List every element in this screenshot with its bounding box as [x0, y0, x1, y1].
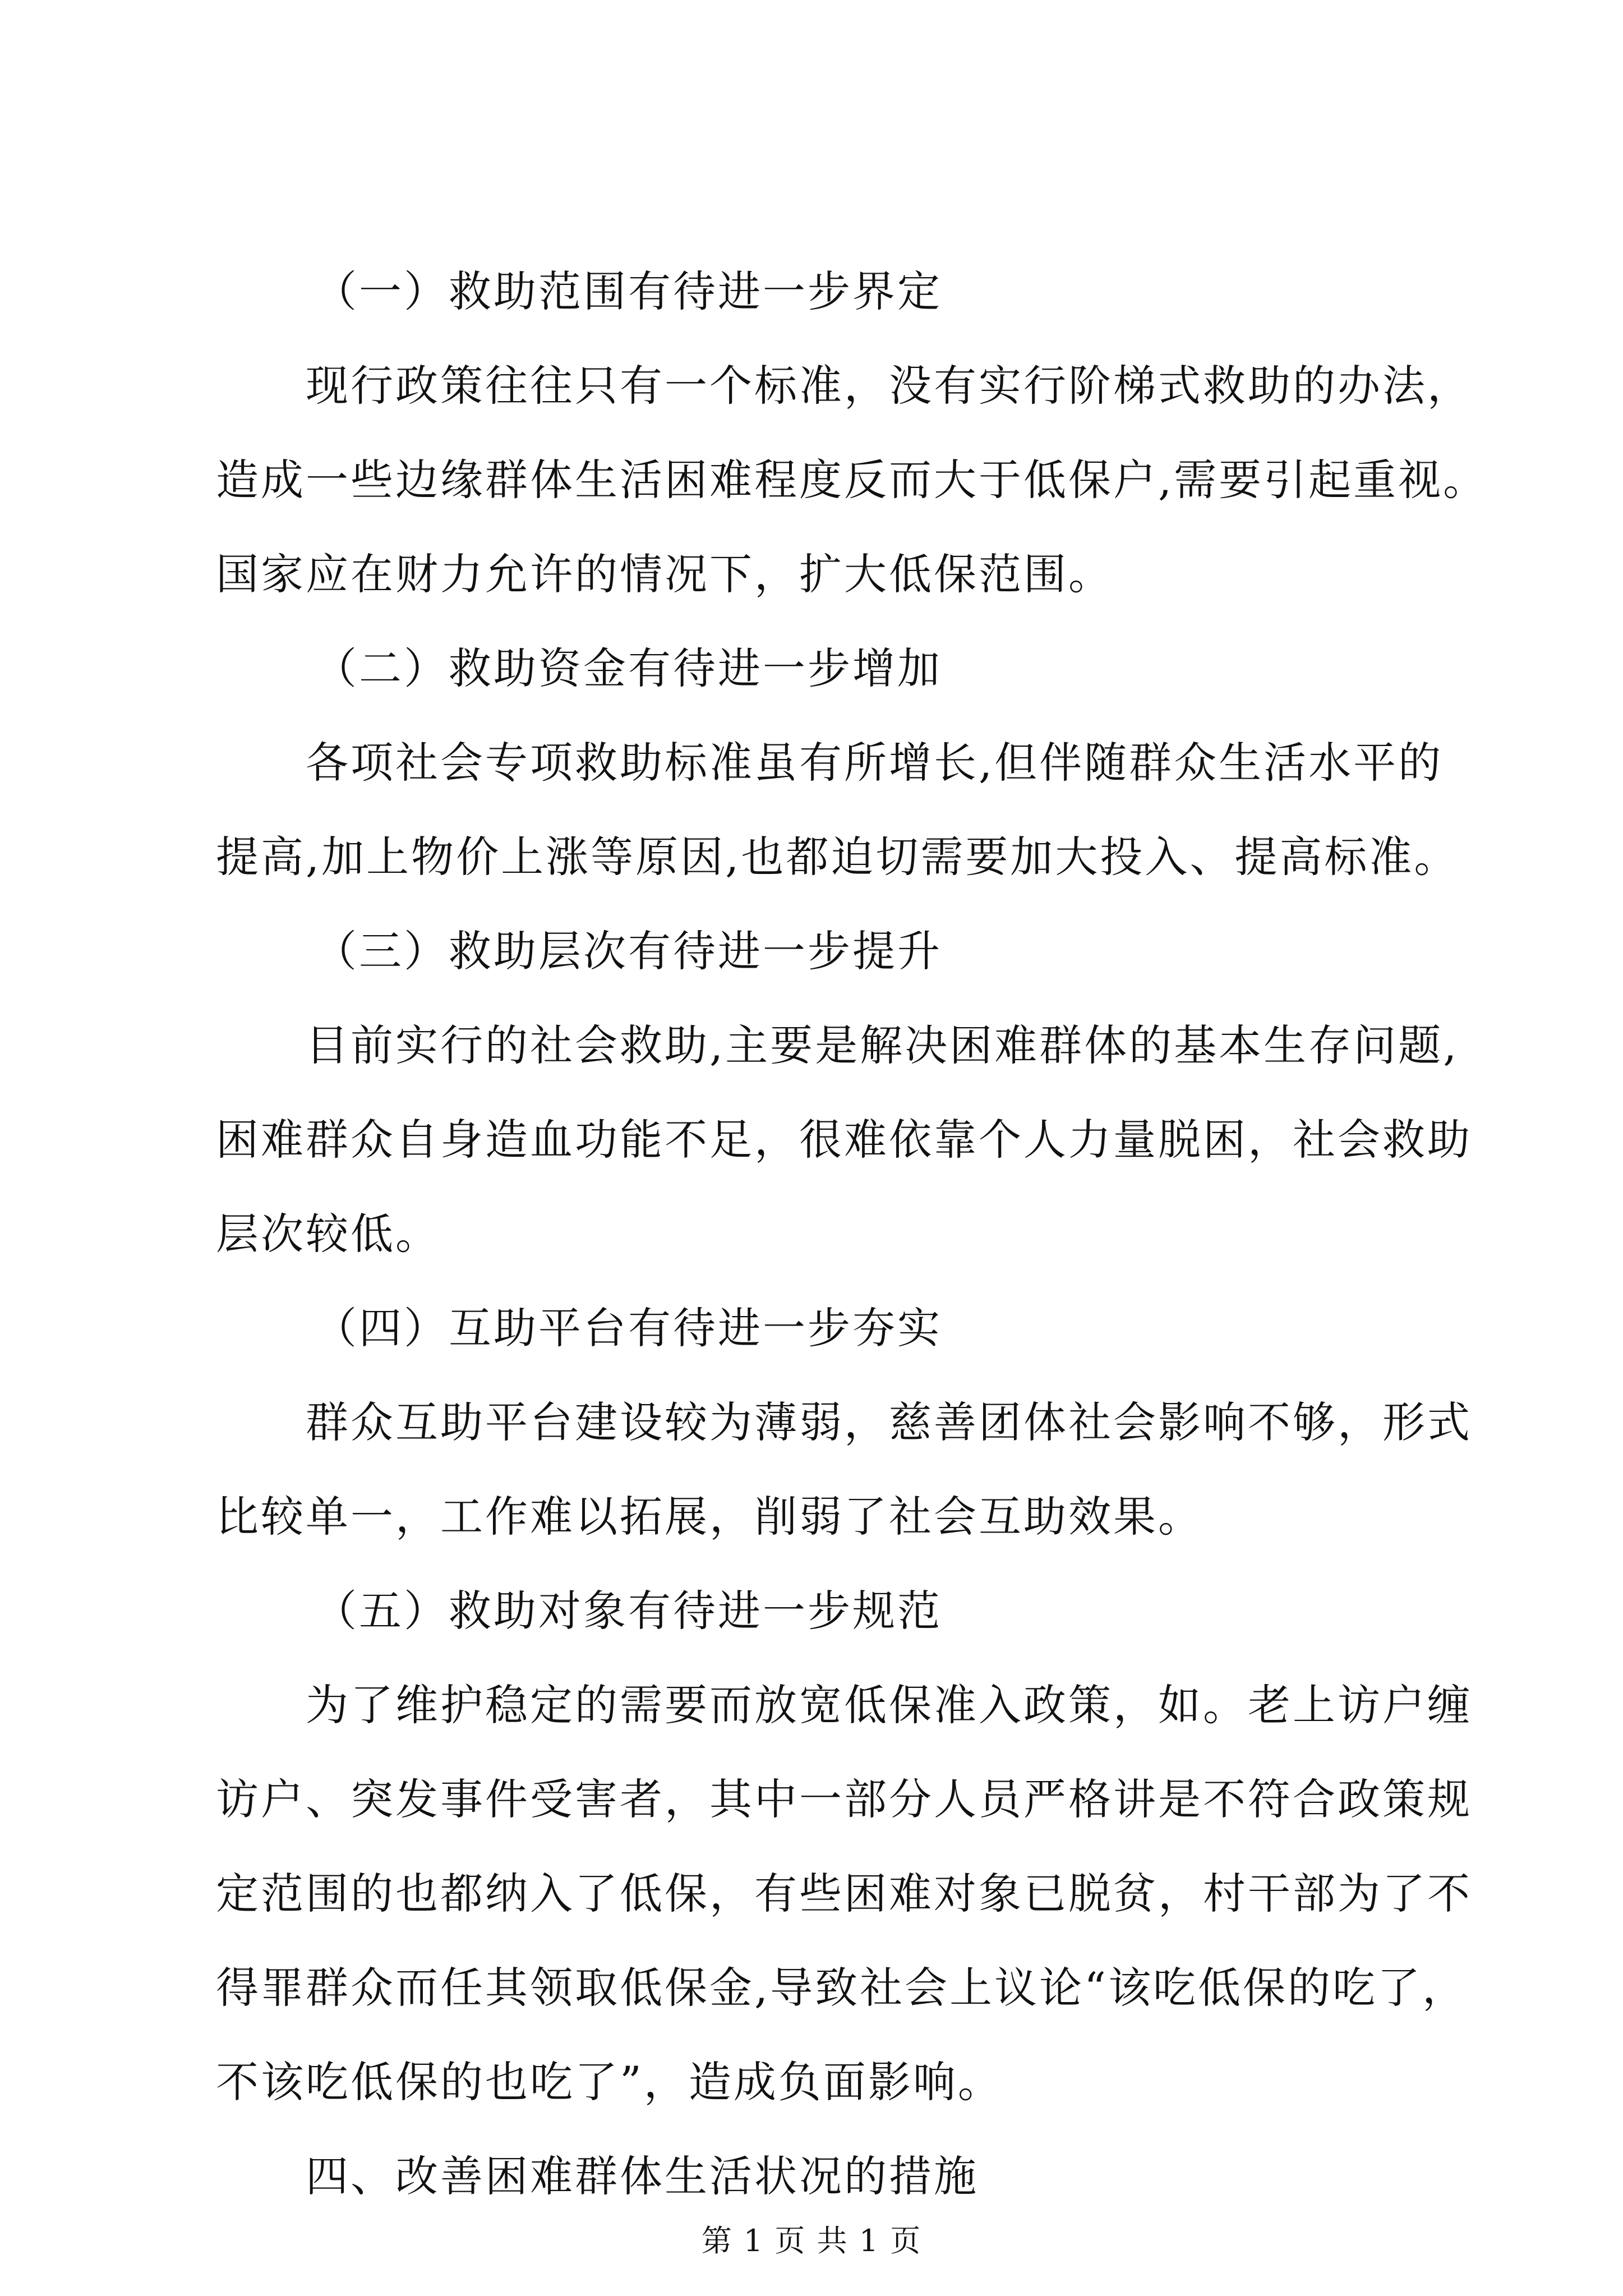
section-heading-5: （五）救助对象有待进一步规范: [314, 1586, 942, 1636]
paragraph-line: 访户、突发事件受害者，其中一部分人员严格讲是不符合政策规: [216, 1774, 1472, 1824]
paragraph-line: 各项社会专项救助标准虽有所增长,但伴随群众生活水平的: [306, 738, 1444, 788]
paragraph-line: 困难群众自身造血功能不足，很难依靠个人力量脱困，社会救助: [216, 1115, 1472, 1165]
paragraph-line: 不该吃低保的也吃了”，造成负面影响。: [216, 2057, 1003, 2107]
page-footer: 第 1 页 共 1 页: [701, 2223, 922, 2258]
paragraph-line: 群众互助平台建设较为薄弱，慈善团体社会影响不够，形式: [306, 1397, 1472, 1447]
paragraph-line: 得罪群众而任其领取低保金,导致社会上议论“该吃低保的吃了，: [216, 1963, 1468, 2013]
paragraph-line: 比较单一，工作难以拓展，削弱了社会互助效果。: [216, 1492, 1203, 1542]
paragraph-line: 现行政策往往只有一个标准，没有实行阶梯式救助的办法，: [306, 361, 1472, 411]
section-heading-4: （四）互助平台有待进一步夯实: [314, 1303, 942, 1353]
paragraph-line: 定范围的也都纳入了低保，有些困难对象已脱贫，村干部为了不: [216, 1869, 1472, 1918]
section-heading-1: （一）救助范围有待进一步界定: [314, 266, 942, 316]
section-heading-3: （三）救助层次有待进一步提升: [314, 926, 942, 976]
section-heading-2: （二）救助资金有待进一步增加: [314, 643, 942, 693]
section-heading-main-4: 四、改善困难群体生活状况的措施: [306, 2151, 979, 2201]
paragraph-line: 提高,加上物价上涨等原因,也都迫切需要加大投入、提高标准。: [216, 832, 1459, 882]
paragraph-line: 为了维护稳定的需要而放宽低保准入政策，如。老上访户缠: [306, 1680, 1472, 1730]
paragraph-line: 国家应在财力允许的情况下，扩大低保范围。: [216, 549, 1113, 599]
paragraph-line: 造成一些边缘群体生活困难程度反而大于低保户,需要引起重视。: [216, 455, 1488, 505]
paragraph-line: 目前实行的社会救助,主要是解决困难群体的基本生存问题,: [306, 1020, 1459, 1070]
paragraph-line: 层次较低。: [216, 1209, 440, 1259]
